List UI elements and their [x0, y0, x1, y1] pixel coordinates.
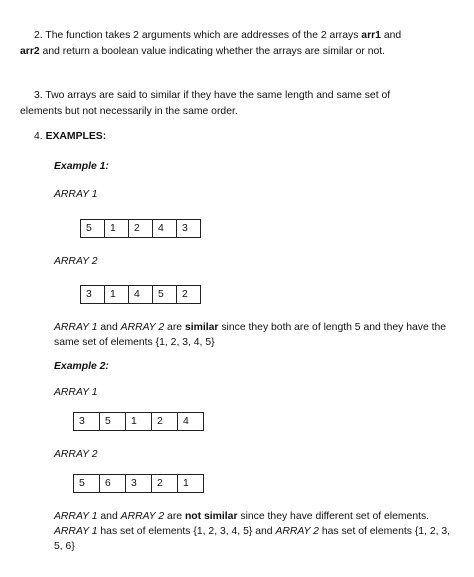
example2-array2-label: ARRAY 2 [54, 449, 98, 460]
array-cell: 4 [153, 220, 177, 237]
example1-title: Example 1: [54, 161, 109, 172]
item3-line1: 3. Two arrays are said to similar if they have the same length and same set of [34, 90, 391, 101]
example2-conclusion-line1 [54, 509, 429, 524]
item2-text-2: and return a boolean value indicating whether the arrays are similar or not. [39, 46, 386, 57]
conclusion-rest: since they both are of length 5 and they have the [218, 322, 447, 333]
array1-ref: ARRAY 1 [54, 511, 98, 522]
array2-ref: ARRAY 2 [120, 511, 165, 522]
array-cell: 5 [81, 220, 105, 237]
conj: and [97, 511, 121, 522]
examples-heading: EXAMPLES: [45, 131, 107, 142]
example1-conclusion-line2: same set of elements {1, 2, 3, 4, 5} [54, 337, 215, 348]
similar-term: similar [184, 322, 219, 333]
item2-line2 [20, 44, 385, 59]
array-cell: 4 [129, 286, 153, 303]
array-cell: 5 [74, 475, 100, 492]
array-cell: 2 [177, 286, 201, 303]
array-cell: 1 [178, 475, 204, 492]
arr1-term: arr1 [361, 30, 381, 41]
example2-array1 [73, 412, 204, 431]
example1-array2-label: ARRAY 2 [54, 256, 98, 267]
array-cell: 3 [126, 475, 152, 492]
array-cell: 2 [129, 220, 153, 237]
example1-array2 [80, 285, 201, 304]
array-cell: 3 [177, 220, 201, 237]
example2-conclusion-line3: 5, 6} [54, 541, 75, 552]
array-cell: 1 [105, 286, 129, 303]
example1-array1 [80, 219, 201, 238]
array-cell: 3 [81, 286, 105, 303]
example1-conclusion-line1 [54, 320, 446, 335]
item4-number: 4. [34, 131, 46, 142]
item3-line2: elements but not necessarily in the same order. [20, 106, 238, 117]
example2-array1-label: ARRAY 1 [54, 387, 98, 398]
example1-array1-label: ARRAY 1 [54, 189, 98, 200]
example2-conclusion-line2 [54, 524, 450, 539]
item2-text: 2. The function takes 2 arguments which are addresses of the 2 arrays [34, 30, 362, 41]
array-cell: 2 [152, 413, 178, 430]
array-cell: 5 [153, 286, 177, 303]
item2-text-end: and [380, 30, 402, 41]
array-cell: 1 [105, 220, 129, 237]
arr2-term: arr2 [20, 46, 40, 57]
conj: and [97, 322, 121, 333]
array-cell: 4 [178, 413, 204, 430]
array-cell: 3 [74, 413, 100, 430]
set-text: has set of elements {1, 2, 3, 4, 5} and [97, 526, 276, 537]
array-cell: 6 [100, 475, 126, 492]
array2-ref: ARRAY 2 [120, 322, 165, 333]
array-cell: 1 [126, 413, 152, 430]
array2-ref: ARRAY 2 [275, 526, 319, 537]
array-cell: 5 [100, 413, 126, 430]
array1-ref: ARRAY 1 [54, 322, 98, 333]
verb: are [164, 511, 185, 522]
example2-array2 [73, 474, 204, 493]
array1-ref: ARRAY 1 [54, 526, 98, 537]
set-text-end: has set of elements {1, 2, 3, [318, 526, 451, 537]
array-cell: 2 [152, 475, 178, 492]
example2-title: Example 2: [54, 361, 109, 372]
verb: are [164, 322, 185, 333]
conclusion-rest: since they have different set of elements. [237, 511, 430, 522]
item2-line1 [34, 28, 401, 43]
not-similar-term: not similar [184, 511, 238, 522]
item4-heading [34, 129, 106, 144]
